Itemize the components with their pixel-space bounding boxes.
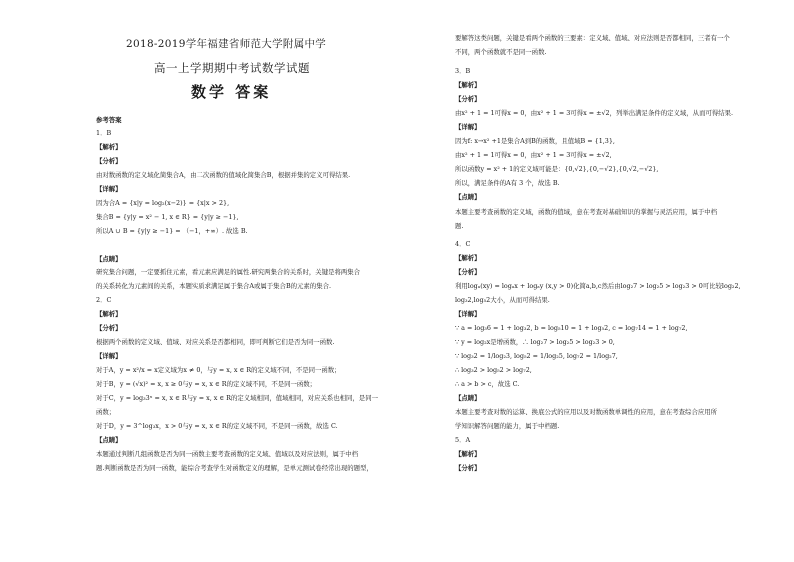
right-section-tag: 【分析】	[455, 464, 481, 472]
left-section-tag: 【点睛】	[96, 436, 122, 444]
right-text-line: 题.	[455, 222, 464, 230]
right-text-line: 要解答这类问题，关键是看两个函数的三要素：定义域、值域、对应法则是否都相同，三者有一个	[455, 34, 730, 42]
right-text-line: 利用logₐ(xy) = logₐx + logₐy (x,y > 0)化简a,b,c然后由log₂7 > log₂5 > log₂3 > 0可比较log₂2,	[455, 282, 741, 290]
left-text-line: 研究集合问题，一定要抓住元素，看元素应满足的属性.研究两集合的关系时，关键是将两集合	[96, 268, 361, 276]
left-section-tag: 【分析】	[96, 324, 122, 332]
right-section-tag: 【解析】	[455, 81, 481, 89]
right-text-line: 本题主要考查函数的定义域，函数的值域，意在考查对基础知识的掌握与灵活应用，属于中档	[455, 208, 718, 216]
right-text-line: log₃2,log₅2大小，从而可得结果.	[455, 296, 550, 304]
right-section-tag: 【分析】	[455, 268, 481, 276]
left-text-line: 因为合A = {x|y = log₂(x−2)} = {x|x > 2},	[96, 199, 230, 207]
right-section-tag: 【详解】	[455, 123, 481, 131]
right-text-line: 所以函数y = x² + 1的定义域可能是：{0,√2},{0,−√2},{0,√2,−√2},	[455, 165, 659, 173]
right-section-tag: 【解析】	[455, 450, 481, 458]
right-text-line: 学知识解答问题的能力，属于中档题.	[455, 422, 560, 430]
left-text-line: 所以A ∪ B = {y|y ≥ −1} = （−1，+∞）. 故选 B.	[96, 227, 248, 235]
left-section-tag: 【解析】	[96, 143, 122, 151]
left-section-tag: 【解析】	[96, 310, 122, 318]
right-text-line: ∴ log₃2 > log₅2 > log₇2,	[455, 366, 532, 374]
left-section-tag: 【详解】	[96, 352, 122, 360]
right-text-line: ∴ a > b > c，故选 C.	[455, 380, 520, 388]
left-text-line: 本题通过判断几组函数是否为同一函数主要考查函数的定义域、值域以及对应法则，属于中档	[96, 450, 359, 458]
left-text-line: 对于C，y = log₃3ˣ = x, x ∈ R与y = x, x ∈ R的定义域相同，值域相同，对应关系也相同，是同一	[96, 394, 378, 402]
right-text-line: 由x² + 1 = 1可得x = 0，由x² + 1 = 3可得x = ±√2,	[455, 151, 612, 159]
right-text-line: 不同，两个函数就不是同一函数.	[455, 48, 547, 56]
right-text-line: ∵ log₃2 = 1/log₂3, log₅2 = 1/log₂5, log₇2 = 1/log₂7,	[455, 352, 618, 360]
right-text-line: ∵ a = log₃6 = 1 + log₃2, b = log₅10 = 1 + log₅2, c = log₇14 = 1 + log₇2,	[455, 324, 688, 332]
right-section-tag: 【解析】	[455, 254, 481, 262]
left-section-tag: 【点睛】	[96, 255, 122, 263]
document-subtitle: 高一上学期期中考试数学试题	[154, 61, 310, 75]
right-text-line: 所以，满足条件的A有 3 个，故选 B.	[455, 179, 560, 187]
left-text-line: 题.判断函数是否为同一函数，能综合考查学生对函数定义的理解，是单元测试卷经常出现的题型，	[96, 464, 373, 472]
right-text-line: 3．B	[455, 67, 471, 75]
right-text-line: 本题主要考查对数的运算、换底公式的应用以及对数函数单调性的应用，意在考查综合应用所	[455, 408, 718, 416]
right-section-tag: 【点睛】	[455, 193, 481, 201]
left-text-line: 的关系转化为元素间的关系，本题实质求满足属于集合A或属于集合B的元素的集合.	[96, 282, 332, 290]
right-text-line: ∵ y = log₂x是增函数，∴ log₂7 > log₂5 > log₂3 > 0,	[455, 338, 615, 346]
right-section-tag: 【点睛】	[455, 394, 481, 402]
left-section-tag: 【分析】	[96, 157, 122, 165]
left-text-line: 2．C	[96, 296, 112, 304]
left-text-line: 对于A，y = x²/x = x定义域为x ≠ 0，与y = x, x ∈ R的定义域不同，不是同一函数；	[96, 366, 341, 374]
right-section-tag: 【分析】	[455, 95, 481, 103]
left-text-line: 1．B	[96, 129, 112, 137]
left-text-line: 参考答案	[96, 116, 122, 124]
right-text-line: 5．A	[455, 436, 471, 444]
right-text-line: 由x² + 1 = 1可得x = 0，由x² + 1 = 3可得x = ±√2，列举出满足条件的定义域，从而可得结果.	[455, 109, 734, 117]
left-text-line: 集合B = {y|y = x² − 1, x ∈ R} = {y|y ≥ −1},	[96, 213, 239, 221]
left-text-line: 函数；	[96, 408, 116, 416]
right-text-line: 4．C	[455, 240, 471, 248]
answer-heading: 数学 答案	[191, 83, 272, 101]
left-text-line: 对于D，y = 3^log₃x，x > 0与y = x, x ∈ R的定义域不同，不是同一函数，故选 C.	[96, 422, 338, 430]
document-title: 2018-2019学年福建省师范大学附属中学	[126, 38, 327, 50]
right-text-line: 因为f: x→x² +1是集合A到B的函数，且值域B = {1,3},	[455, 137, 615, 145]
left-text-line: 由对数函数的定义域化简集合A，由二次函数的值域化简集合B，根据并集的定义可得结果.	[96, 171, 351, 179]
left-text-line: 对于B，y = (√x)² = x, x ≥ 0与y = x, x ∈ R的定义域不同，不是同一函数；	[96, 380, 317, 388]
right-section-tag: 【详解】	[455, 310, 481, 318]
left-section-tag: 【详解】	[96, 185, 122, 193]
left-text-line: 根据两个函数的定义域、值域、对应关系是否都相同，即可判断它们是否为同一函数.	[96, 338, 335, 346]
